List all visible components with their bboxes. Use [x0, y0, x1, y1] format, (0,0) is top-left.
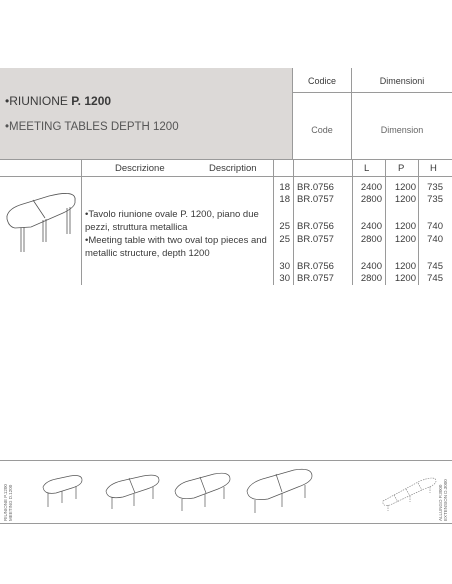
l-header: L	[364, 163, 370, 174]
product-rows	[0, 177, 452, 285]
table-row: 30 BR.0756 2400 1200 745	[279, 261, 443, 272]
p-header: P	[398, 163, 405, 174]
header-title-block	[0, 68, 293, 159]
table-row: 25 BR.0756 2400 1200 740	[279, 221, 443, 232]
h-header: H	[430, 163, 437, 174]
variant-table-1	[40, 473, 85, 513]
strip-left-label: RIUNIONE P.1200 MEETING D.1200	[3, 484, 13, 521]
dimensioni-label: Dimensioni	[379, 76, 425, 86]
table-row: 18 BR.0757 2800 1200 735	[279, 194, 443, 205]
header	[0, 68, 452, 159]
variant-table-4	[244, 467, 316, 517]
header-code-column	[293, 68, 352, 159]
description-italian: •Tavolo riunione ovale P. 1200, piano due pezzi, struttura metallica	[85, 209, 259, 233]
variant-table-3	[172, 471, 234, 515]
variants-strip	[0, 460, 452, 524]
table-row: 18 BR.0756 2400 1200 735	[279, 182, 443, 193]
table-row: 30 BR.0757 2800 1200 745	[279, 273, 443, 284]
description-header: Description	[209, 163, 257, 174]
strip-right-label: ALLUNGO P.3000 EXTENSION D.3000	[438, 479, 448, 521]
code-label: Code	[311, 125, 333, 135]
codice-label: Codice	[307, 76, 336, 86]
table-row: 25 BR.0757 2800 1200 740	[279, 234, 443, 245]
title-english: •MEETING TABLES DEPTH 1200	[5, 121, 179, 133]
variant-table-extension	[380, 471, 440, 515]
header-dimension-column	[352, 68, 452, 159]
descrizione-header: Descrizione	[115, 163, 165, 174]
dimension-label: Dimension	[380, 125, 424, 135]
variant-table-2	[103, 473, 163, 513]
title-italian: •RIUNIONE P. 1200	[5, 94, 112, 108]
description-english: •Meeting table with two oval top pieces and metallic structure, depth 1200	[85, 235, 267, 259]
